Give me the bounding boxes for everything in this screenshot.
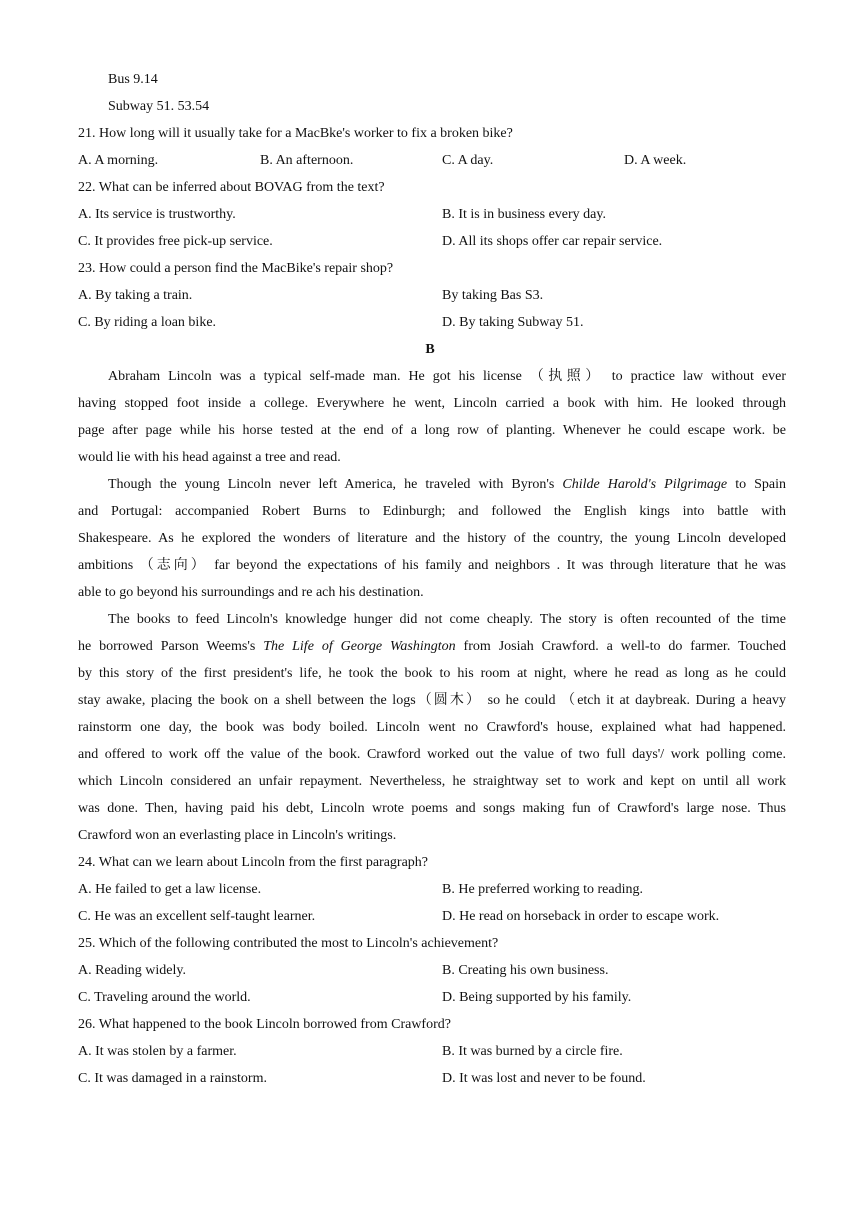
book-title-george-washington: The Life of George Washington [263, 639, 456, 654]
option-22-a: A. Its service is trustworthy. [78, 207, 236, 222]
option-23-b: By taking Bas S3. [442, 288, 544, 303]
passage-line: The books to feed Lincoln's knowledge hunger did not come cheaply. The story is often recounted of the time [108, 612, 786, 627]
passage-line: Crawford won an everlasting place in Lincoln's writings. [78, 828, 397, 843]
question-24: 24. What can we learn about Lincoln from the first paragraph? [78, 855, 428, 870]
option-23-a: A. By taking a train. [78, 288, 193, 303]
passage-text: to Spain [727, 477, 787, 492]
option-25-a: A. Reading widely. [78, 963, 186, 978]
question-23-options-row1 [78, 282, 786, 309]
question-26-options-row2 [78, 1065, 786, 1092]
passage-line: and Portugal: accompanied Robert Burns to Edinburgh; and followed the English kings into battle with [78, 504, 786, 519]
passage-line: ambitions （志向） far beyond the expectations of his family and neighbors . It was through literature that he was [78, 558, 786, 573]
passage-line: by this story of the first president's life, he took the book to his room at night, where he read as long as he could [78, 666, 786, 681]
option-24-d: D. He read on horseback in order to escape work. [442, 909, 720, 924]
question-22: 22. What can be inferred about BOVAG from the text? [78, 180, 385, 195]
option-26-b: B. It was burned by a circle fire. [442, 1044, 623, 1059]
passage-text: from Josiah Crawford. a well-to do farmer. Touched [455, 639, 786, 654]
option-22-c: C. It provides free pick-up service. [78, 234, 273, 249]
passage-line: rainstorm one day, the book was body boiled. Lincoln went no Crawford's house, explained what had happened. [78, 720, 786, 735]
option-24-c: C. He was an excellent self-taught learner. [78, 909, 316, 924]
option-22-b: B. It is in business every day. [442, 207, 606, 222]
passage-text: he borrowed Parson Weems's [78, 639, 264, 654]
option-25-d: D. Being supported by his family. [442, 990, 632, 1005]
question-24-options-row1 [78, 876, 786, 903]
passage-text: Though the young Lincoln never left America, he traveled with Byron's [108, 477, 563, 492]
book-title-childe-harold: Childe Harold's Pilgrimage [562, 477, 728, 492]
question-25-options-row2 [78, 984, 786, 1011]
passage-line: Shakespeare. As he explored the wonders of literature and the history of the country, the young Lincoln developed [78, 531, 786, 546]
option-26-c: C. It was damaged in a rainstorm. [78, 1071, 267, 1086]
question-21-options [78, 147, 786, 174]
passage [78, 363, 786, 849]
question-26: 26. What happened to the book Lincoln borrowed from Crawford? [78, 1017, 451, 1032]
question-21: 21. How long will it usually take for a MacBke's worker to fix a broken bike? [78, 126, 513, 141]
option-23-c: C. By riding a loan bike. [78, 315, 217, 330]
bus-line: Bus 9.14 [108, 72, 158, 87]
passage-line [78, 471, 786, 498]
passage-line: page after page while his horse tested at the end of a long row of planting. Whenever he could escape work. be [78, 423, 786, 438]
option-24-b: B. He preferred working to reading. [442, 882, 643, 897]
option-21-a: A. A morning. [78, 153, 159, 168]
question-24-options-row2 [78, 903, 786, 930]
subway-line: Subway 51. 53.54 [108, 99, 210, 114]
section-title: B [425, 342, 435, 357]
option-24-a: A. He failed to get a law license. [78, 882, 262, 897]
passage-line [78, 633, 786, 660]
passage-line: able to go beyond his surroundings and re ach his destination. [78, 585, 424, 600]
question-22-options-row1 [78, 201, 786, 228]
question-25-options-row1 [78, 957, 786, 984]
passage-line: Abraham Lincoln was a typical self-made man. He got his license （执照） to practice law without ever [108, 369, 786, 384]
passage-line: which Lincoln considered an unfair repayment. Nevertheless, he straightway set to work and kept on until all work [78, 774, 786, 789]
passage-line: and offered to work off the value of the book. Crawford worked out the value of two full days'/ work polling come. [78, 747, 786, 762]
passage-line: would lie with his head against a tree and read. [78, 450, 341, 465]
option-26-d: D. It was lost and never to be found. [442, 1071, 646, 1086]
option-25-b: B. Creating his own business. [442, 963, 609, 978]
option-21-d: D. A week. [624, 153, 687, 168]
option-21-b: B. An afternoon. [260, 153, 354, 168]
option-25-c: C. Traveling around the world. [78, 990, 251, 1005]
option-22-d: D. All its shops offer car repair service. [442, 234, 663, 249]
question-23: 23. How could a person find the MacBike's repair shop? [78, 261, 394, 276]
question-25: 25. Which of the following contributed the most to Lincoln's achievement? [78, 936, 499, 951]
question-22-options-row2 [78, 228, 786, 255]
option-21-c: C. A day. [442, 153, 494, 168]
option-23-d: D. By taking Subway 51. [442, 315, 584, 330]
question-26-options-row1 [78, 1038, 786, 1065]
passage-line: stay awake, placing the book on a shell between the logs（圆木） so he could （etch it at daybreak. During a heavy [78, 693, 786, 708]
passage-line: was done. Then, having paid his debt, Lincoln wrote poems and songs making fun of Crawford's large nose. Thus [78, 801, 786, 816]
question-23-options-row2 [78, 309, 786, 336]
option-26-a: A. It was stolen by a farmer. [78, 1044, 237, 1059]
passage-line: having stopped foot inside a college. Everywhere he went, Lincoln carried a book with him. He looked through [78, 396, 786, 411]
